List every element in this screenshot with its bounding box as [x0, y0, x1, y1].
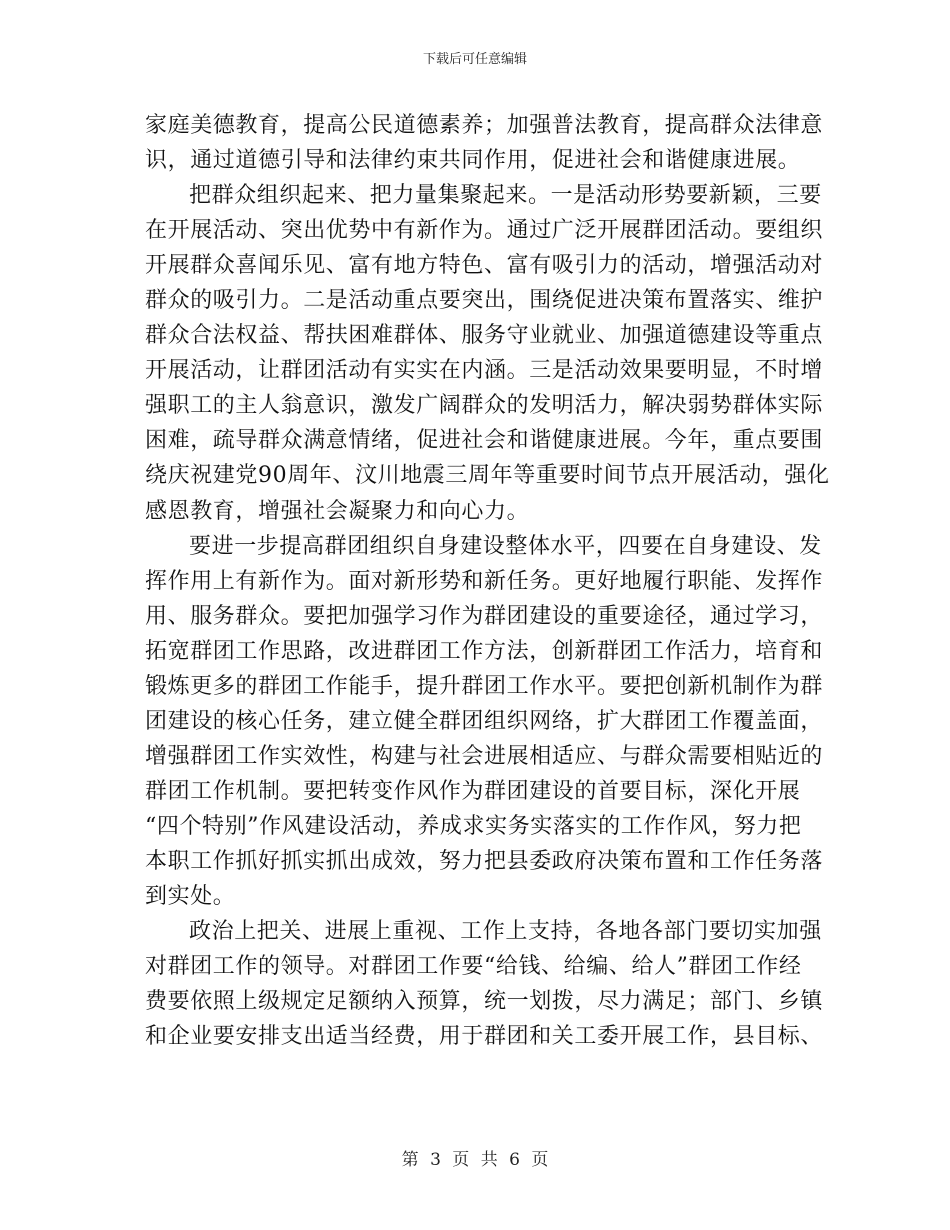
text-line: 团建设的核心任务，建立健全群团组织网络，扩大群团工作覆盖面，	[145, 708, 824, 734]
text-line: 在开展活动、突出优势中有新作为。通过广泛开展群团活动。要组织	[145, 218, 824, 244]
text-line: 开展群众喜闻乐见、富有地方特色、富有吸引力的活动，增强活动对	[145, 253, 824, 279]
text-line: 增强群团工作实效性，构建与社会进展相适应、与群众需要相贴近的	[145, 743, 824, 769]
paragraph-2	[145, 178, 830, 528]
page-number: 第 3 页 共 6 页	[401, 1150, 549, 1170]
text-line: 开展活动，让群团活动有实实在内涵。三是活动效果要明显，不时增	[145, 358, 824, 384]
text-line: 锻炼更多的群团工作能手，提升群团工作水平。要把创新机制作为群	[145, 673, 824, 699]
text-line: 挥作用上有新作为。面对新形势和新任务。更好地履行职能、发挥作	[145, 568, 824, 594]
text-line: 要进一步提高群团组织自身建设整体水平，四要在自身建设、发	[189, 533, 822, 559]
text-line: 识，通过道德引导和法律约束共同作用，促进社会和谐健康进展。	[145, 148, 801, 174]
text-line: 和企业要安排支出适当经费，用于群团和关工委开展工作，县目标、	[145, 1024, 824, 1050]
text-line: 到实处。	[145, 884, 236, 910]
text-line: 拓宽群团工作思路，改进群团工作方法，创新群团工作活力，培育和	[145, 638, 824, 664]
page-header: 下载后可任意编辑	[422, 52, 527, 67]
text-line: 用、服务群众。要把加强学习作为群团建设的重要途径，通过学习，	[145, 603, 824, 629]
paragraph-4	[145, 914, 824, 1054]
text-line: 费要依照上级规定足额纳入预算，统一划拨，尽力满足；部门、乡镇	[145, 989, 824, 1015]
text-line: 对群团工作的领导。对群团工作要“给钱、给编、给人”群团工作经	[145, 954, 802, 980]
text-line: 把群众组织起来、把力量集聚起来。一是活动形势要新颖，三要	[189, 183, 822, 209]
paragraph-3	[145, 529, 824, 915]
text-line: 群众的吸引力。二是活动重点要突出，围绕促进决策布置落实、维护	[145, 288, 824, 314]
text-line: 群众合法权益、帮扶困难群体、服务守业就业、加强道德建设等重点	[145, 323, 824, 349]
text-line: 困难，疏导群众满意情绪，促进社会和谐健康进展。今年，重点要围	[145, 428, 824, 454]
text-line: 家庭美德教育，提高公民道德素养；加强普法教育，提高群众法律意	[145, 113, 824, 138]
paragraph-1	[145, 108, 824, 178]
text-line: 群团工作机制。要把转变作风作为群团建设的首要目标，深化开展	[145, 778, 801, 804]
text-line: 强职工的主人翁意识，激发广阔群众的发明活力，解决弱势群体实际	[145, 393, 824, 419]
text-line: 感恩教育，增强社会凝聚力和向心力。	[145, 498, 530, 524]
text-line: 绕庆祝建党90周年、汶川地震三周年等重要时间节点开展活动，强化	[145, 463, 830, 489]
text-line: 本职工作抓好抓实抓出成效，努力把县委政府决策布置和工作任务落	[145, 848, 824, 874]
document-body	[145, 108, 830, 1054]
text-line: “四个特别”作风建设活动，养成求实务实落实的工作作风，努力把	[145, 813, 802, 839]
text-line: 政治上把关、进展上重视、工作上支持，各地各部门要切实加强	[189, 919, 822, 945]
